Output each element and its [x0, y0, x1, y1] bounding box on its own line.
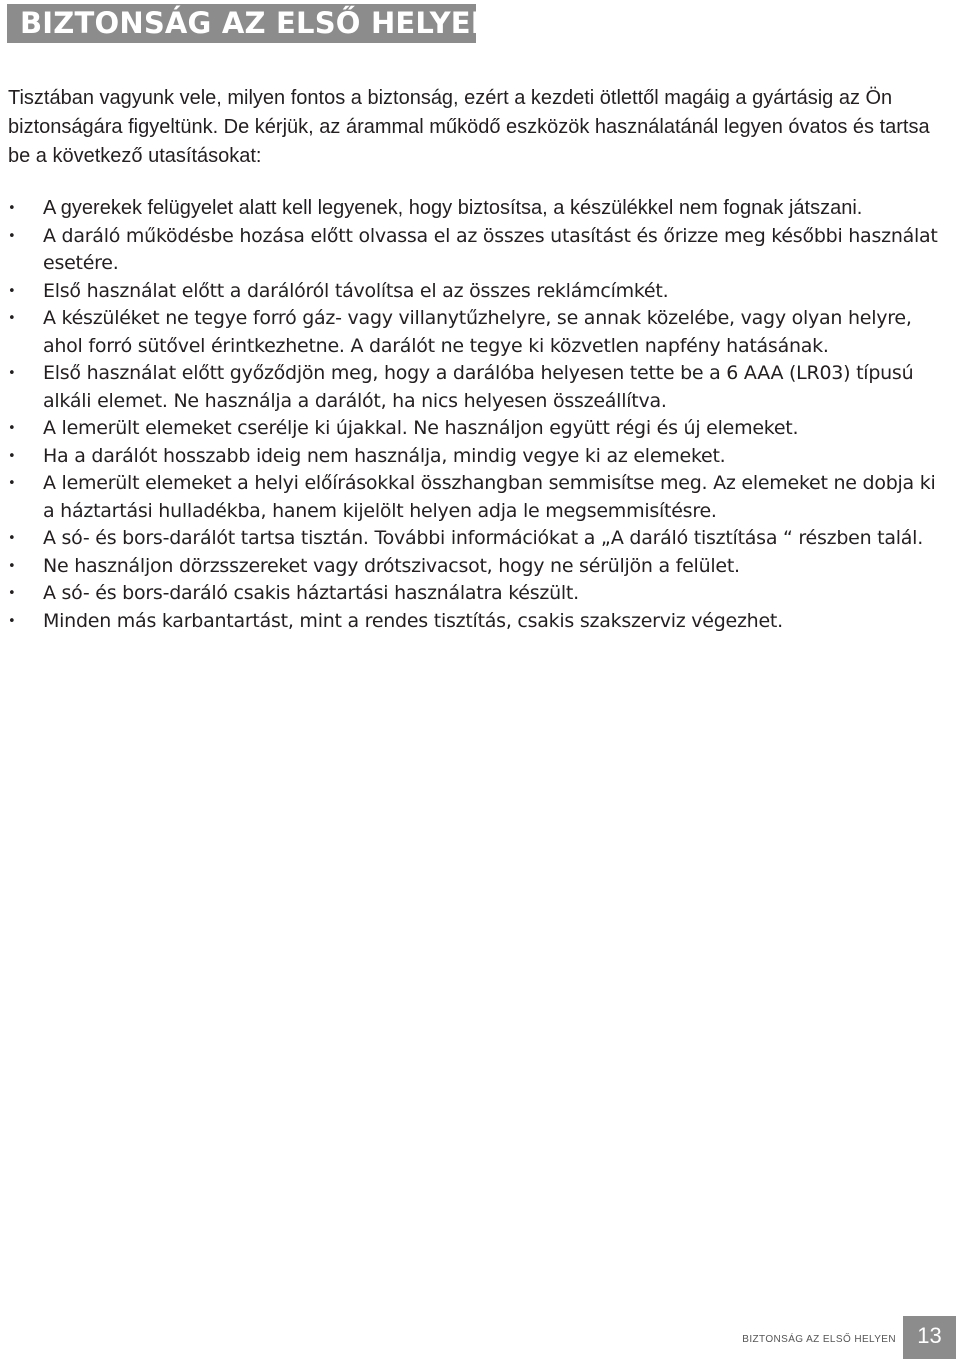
list-item [8, 415, 943, 443]
list-item-text: A daráló működésbe hozása előtt olvassa el az összes utasítást és őrizze meg későbbi használat esetére. [43, 224, 938, 274]
section-title-bar [7, 4, 496, 43]
list-item [8, 223, 943, 278]
list-item-text: Első használat előtt győződjön meg, hogy a darálóba helyesen tette be a 6 AAA (LR03) típusú alkáli elemet. Ne használja a darálót, ha nics helyesen összeállítva. [43, 362, 914, 412]
list-item [8, 580, 943, 608]
bullet-icon: • [8, 421, 16, 436]
list-item [8, 360, 943, 415]
bullet-icon: • [8, 311, 16, 326]
list-item-text: Ha a darálót hosszabb ideig nem használja, mindig vegye ki az elemeket. [43, 444, 726, 467]
list-item-text: Minden más karbantartást, mint a rendes tisztítás, csakis szakszerviz végezhet. [43, 609, 783, 632]
list-item-text: A gyerekek felügyelet alatt kell legyenek, hogy biztosítsa, a készülékkel nem fognak játszani. [43, 197, 863, 219]
bullet-icon: • [8, 228, 16, 244]
list-item [8, 195, 943, 223]
bullet-icon: • [8, 531, 16, 546]
page-number: 13 [917, 1323, 942, 1348]
list-item [8, 553, 943, 581]
bullet-icon: • [8, 366, 16, 381]
bullet-icon: • [8, 283, 16, 299]
bullet-icon: • [8, 613, 16, 629]
list-item [8, 305, 943, 360]
list-item-text: A só- és bors-darálót tartsa tisztán. További információkat a „A daráló tisztítása “ részben talál. [43, 527, 924, 549]
page-title: BIZTONSÁG AZ ELSŐ HELYEN [20, 6, 496, 40]
list-item-text: A készüléket ne tegye forró gáz- vagy villanytűzhelyre, se annak közelébe, vagy olyan helyre, ahol forró sütővel érintkezhetne. A darálót ne tegye ki közvetlen napfény hatásának. [43, 307, 912, 357]
bullet-icon: • [8, 476, 16, 491]
list-item [8, 470, 943, 525]
list-item-text: Ne használjon dörzsszereket vagy drótszivacsot, hogy ne sérüljön a felület. [43, 554, 740, 577]
list-item-text: A lemerült elemeket cserélje ki újakkal. Ne használjon együtt régi és új elemeket. [43, 417, 799, 439]
bullet-icon: • [8, 586, 16, 601]
list-item-text: A lemerült elemeket a helyi előírásokkal összhangban semmisítse meg. Az elemeket ne dobja ki a háztartási hulladékba, hanem kijelölt helyen adja le megsemmisítésre. [43, 472, 936, 522]
intro-paragraph: Tisztában vagyunk vele, milyen fontos a biztonság, ezért a kezdeti ötlettől magáig a gyártásig az Ön biztonságára figyeltünk. De kérjük, az árammal működő eszközök használatánál legyen óvatos és tartsa be a következő utasításokat: [8, 87, 930, 167]
bullet-icon: • [8, 448, 16, 464]
list-item [8, 278, 943, 306]
page-number-box [903, 1316, 956, 1359]
footer-section-label: BIZTONSÁG AZ ELSŐ HELYEN [742, 1334, 896, 1345]
list-item [8, 608, 943, 636]
list-item [8, 443, 943, 471]
list-item [8, 525, 943, 553]
bullet-icon: • [8, 201, 16, 216]
list-item-text: A só- és bors-daráló csakis háztartási használatra készült. [43, 582, 579, 604]
list-item-text: Első használat előtt a darálóról távolítsa el az összes reklámcímkét. [43, 279, 669, 302]
bullet-icon: • [8, 558, 16, 574]
safety-instructions-list [8, 195, 943, 635]
